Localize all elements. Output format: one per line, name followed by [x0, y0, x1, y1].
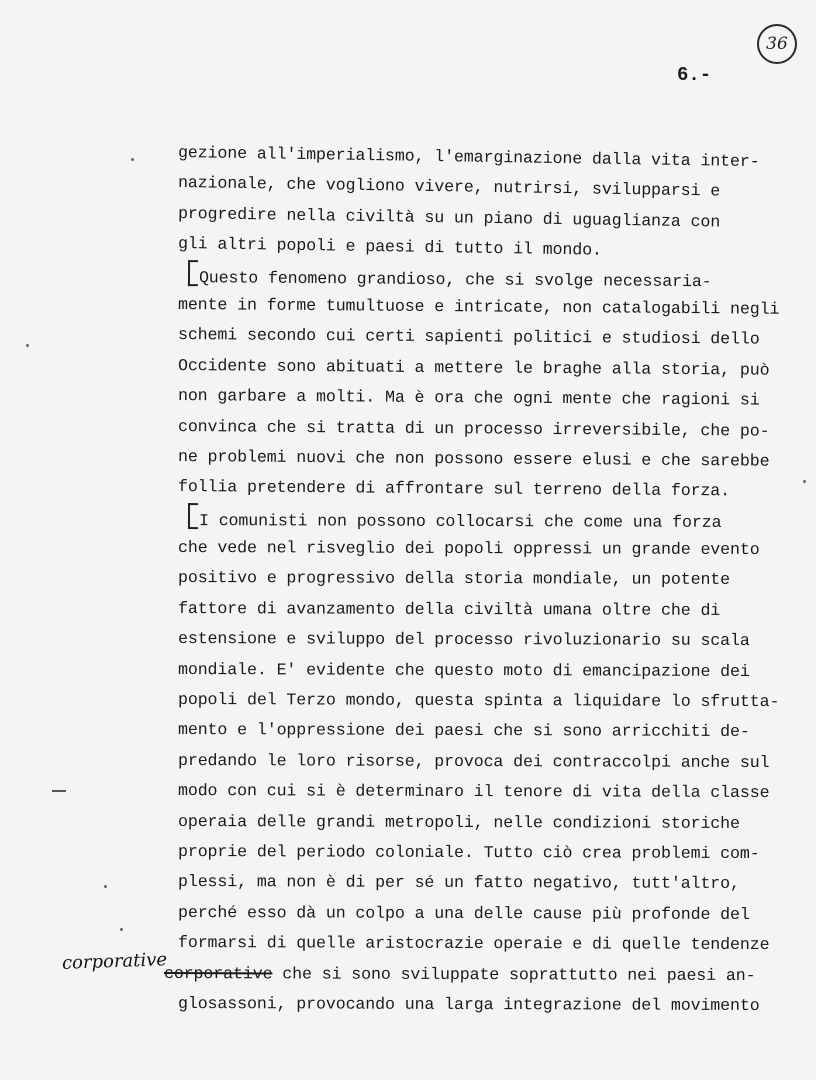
margin-speck	[26, 344, 29, 347]
margin-speck	[120, 928, 123, 931]
text-line: proprie del periodo coloniale. Tutto ciò crea problemi com-	[177, 841, 760, 864]
text-line: predando le loro risorse, provoca dei contraccolpi anche sul	[177, 750, 770, 772]
text-line-content: I comunisti non possono collocarsi che come una forza	[198, 510, 722, 532]
text-line: formarsi di quelle aristocrazie operaie e di quelle tendenze	[177, 933, 770, 955]
text-line: glosassoni, provocando una larga integrazione del movimento	[177, 993, 760, 1015]
text-line: plessi, ma non è di per sé un fatto negativo, tutt'altro,	[177, 872, 740, 894]
text-line-with-correction	[164, 959, 810, 992]
text-line: follia pretendere di affrontare sul terreno della forza.	[177, 477, 731, 501]
text-line: schemi secondo cui certi sapienti politici e studiosi dello	[177, 325, 760, 349]
text-line: fattore di avanzamento della civiltà umana oltre che di	[177, 598, 721, 620]
paragraph-bracket-mark	[188, 260, 198, 286]
page-number: 6.-	[677, 64, 712, 86]
text-line: modo con cui si è determinaro il tenore di vita della classe	[177, 781, 770, 803]
text-line: Occidente sono abituati a mettere le braghe alla storia, può	[177, 355, 770, 380]
text-line: non garbare a molti. Ma è ora che ogni mente che ragioni si	[177, 386, 760, 410]
body-text	[163, 138, 810, 1019]
text-line: gli altri popoli e paesi di tutto il mondo.	[177, 234, 602, 260]
text-line: progredire nella civiltà su un piano di uguaglianza con	[177, 203, 721, 232]
text-line: che vede nel risveglio dei popoli oppressi un grande evento	[177, 538, 760, 560]
margin-dash	[52, 790, 66, 792]
text-line: gezione all'imperialismo, l'emarginazione dalla vita inter-	[177, 143, 760, 172]
text-line: estensione e sviluppo del processo rivoluzionario su scala	[177, 629, 750, 651]
margin-speck	[131, 158, 134, 161]
text-line: ne problemi nuovi che non possono essere elusi e che sarebbe	[177, 446, 770, 471]
text-line: mento e l'oppressione dei paesi che si sono arricchiti de-	[177, 720, 750, 742]
text-line-content: Questo fenomeno grandioso, che si svolge necessaria-	[198, 267, 712, 291]
text-line: mondiale. E' evidente che questo moto di emancipazione dei	[177, 659, 750, 681]
text-line: positivo e progressivo della storia mondiale, un potente	[177, 568, 731, 590]
text-line: operaia delle grandi metropoli, nelle condizioni storiche	[177, 811, 740, 833]
text-line-content: che si sono sviluppate soprattutto nei paesi an-	[272, 963, 756, 985]
struck-out-word: corporative	[163, 963, 273, 983]
margin-speck	[104, 885, 107, 888]
stamp-number: 36	[766, 33, 788, 54]
handwritten-margin-correction: corporative	[61, 949, 168, 974]
text-line: convinca che si tratta di un processo irreversibile, che po-	[177, 416, 770, 441]
text-line: nazionale, che vogliono vivere, nutrirsi, svilupparsi e	[177, 173, 721, 201]
paragraph-start-line	[178, 260, 810, 295]
paragraph-start-line	[178, 503, 810, 536]
text-line: mente in forme tumultuose e intricate, non catalogabili negli	[177, 294, 780, 319]
text-line: popoli del Terzo mondo, questa spinta a liquidare lo sfrutta-	[177, 690, 780, 712]
text-line: perché esso dà un colpo a una delle cause più profonde del	[177, 902, 750, 924]
archive-stamp	[757, 24, 797, 64]
paragraph-bracket-mark	[188, 503, 198, 529]
